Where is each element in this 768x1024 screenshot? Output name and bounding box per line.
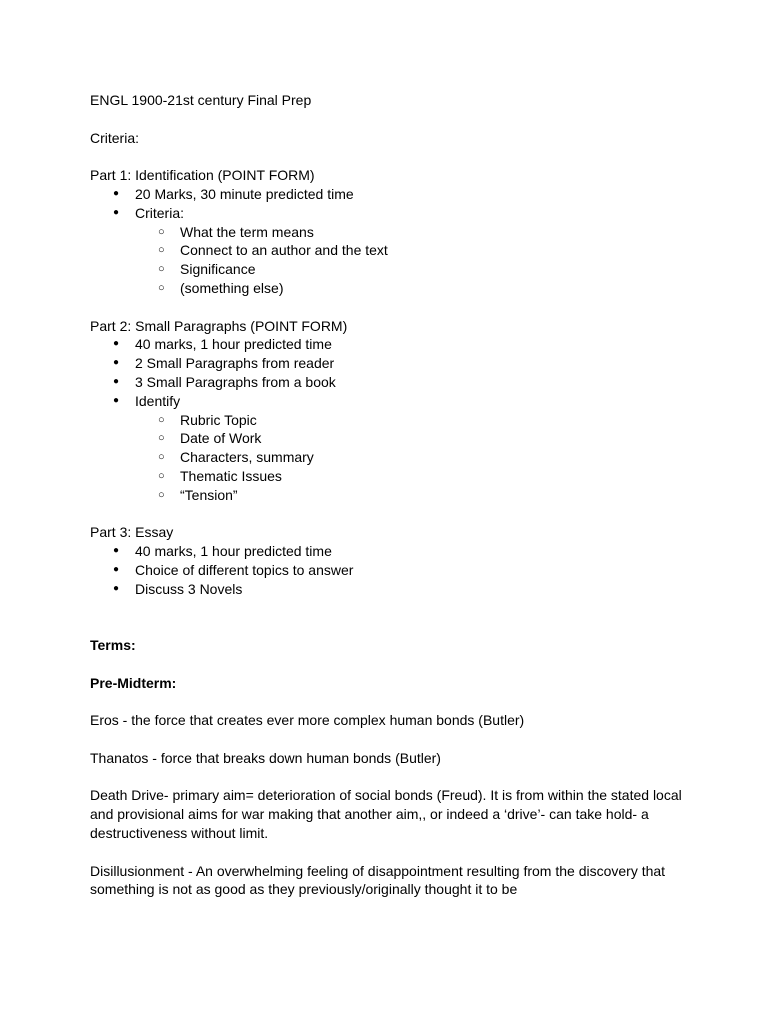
list-item: ● 40 marks, 1 hour predicted time [90,542,690,561]
sub-list-item: ○ Thematic Issues [90,467,690,486]
list-item: ● Choice of different topics to answer [90,561,690,580]
sub-list-item: ○ (something else) [90,279,690,298]
sub-list-item: ○ Connect to an author and the text [90,241,690,260]
list-item: ● 2 Small Paragraphs from reader [90,354,690,373]
part3-heading: Part 3: Essay [90,524,174,541]
term-death-drive: Death Drive- primary aim= deterioration of social bonds (Freud). It is from within the stated local and provisional aims for war making that another aim,, or indeed a ‘drive’- can take hold- a destructiveness without limit. [90,787,682,842]
list-item: ● 40 marks, 1 hour predicted time [90,335,690,354]
part2-heading: Part 2: Small Paragraphs (POINT FORM) [90,317,348,334]
part2-list [90,335,690,504]
sub-list-item: ○ Date of Work [90,429,690,448]
premidterm-heading: Pre-Midterm: [90,674,177,691]
document-page [90,91,690,899]
sub-list-item: ○ Rubric Topic [90,411,690,430]
part3-list [90,542,690,598]
list-item: ● 20 Marks, 30 minute predicted time [90,185,690,204]
part1-list [90,185,690,298]
terms-heading: Terms: [90,637,136,654]
list-item: ● Identify [90,392,690,411]
list-item: ● 3 Small Paragraphs from a book [90,373,690,392]
sub-list-item: ○ Significance [90,260,690,279]
sub-list-item: ○ “Tension” [90,486,690,505]
term-eros: Eros - the force that creates ever more complex human bonds (Butler) [90,712,525,729]
term-disillusionment: Disillusionment - An overwhelming feeling of disappointment resulting from the discovery that something is not as good as they previously/originally thought it to be [90,862,666,898]
doc-title: ENGL 1900-21st century Final Prep [90,92,312,108]
part1-heading: Part 1: Identification (POINT FORM) [90,167,315,184]
list-item: ● Discuss 3 Novels [90,580,690,599]
criteria-heading: Criteria: [90,129,140,146]
sub-list-item: ○ What the term means [90,223,690,242]
sub-list-item: ○ Characters, summary [90,448,690,467]
term-thanatos: Thanatos - force that breaks down human bonds (Butler) [90,749,441,766]
list-item: ● Criteria: [90,204,690,223]
